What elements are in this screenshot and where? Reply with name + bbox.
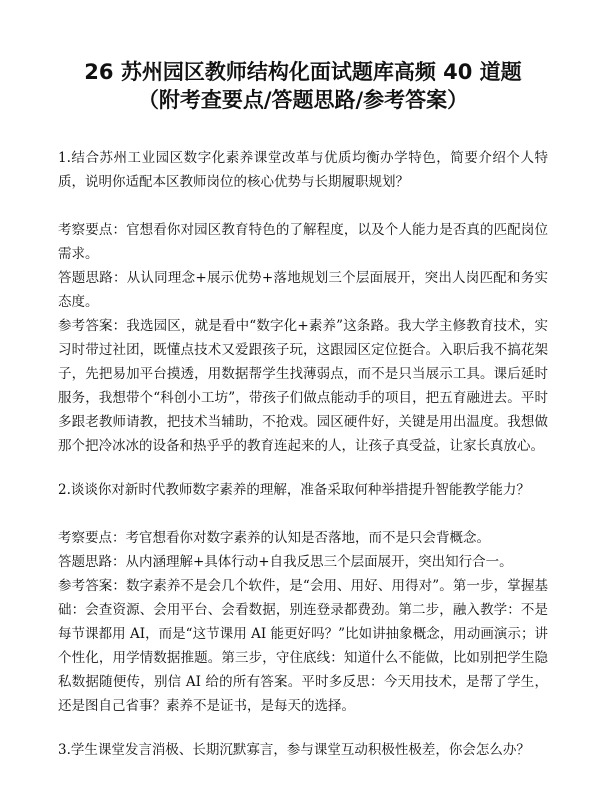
assessment-points: 考察要点：官想看你对园区教育特色的了解程度，以及个人能力是否真的匹配岗位需求。	[58, 222, 548, 262]
reference-answer: 参考答案：数字素养不是会几个软件，是“会用、用好、用得对”。第一步，掌握基础：会查资源、会用平台、会看数据，别连登录都费劲。第二步，融入教学：不是每节课都用 AI，而是“这节课用 AI 能更好吗？”比如讲抽象概念，用动画演示；讲个性化，用学情数据推题。第三步，守住底线：知道什么不能做，比如别把学生隐私数据随便传，别信 AI 给的所有答案。平时多反思：今天用技术，是帮了学生，还是图自己省事？素养不是证书，是每天的选择。	[58, 578, 548, 714]
question-text: 2.谈谈你对新时代教师数字素养的理解，准备采取何种举措提升智能教学能力？	[58, 482, 530, 498]
answer-approach: 答题思路：从内涵理解+具体行动+自我反思三个层面展开，突出知行合一。	[58, 554, 513, 570]
answer-approach: 答题思路：从认同理念+展示优势+落地规划三个层面展开，突出人岗匹配和务实态度。	[58, 270, 548, 310]
document-subtitle: （附考查要点/答题思路/参考答案）	[137, 88, 469, 112]
assessment-points: 考察要点：考官想看你对数字素养的认知是否落地，而不是只会背概念。	[58, 530, 490, 546]
question-block-3	[58, 738, 548, 762]
reference-answer: 参考答案：我选园区，就是看中“数字化+素养”这条路。我大学主修教育技术，实习时带过社团，既懂点技术又爱跟孩子玩，这跟园区定位挺合。入职后我不搞花架子，先把易加平台摸透，用数据帮学生找薄弱点，而不是只当展示工具。课后延时服务，我想带个“科创小工坊”，带孩子们做点能动手的项目，把五育融进去。平时多跟老教师请教，把技术当辅助，不抢戏。园区硬件好，关键是用出温度。我想做那个把冷冰冰的设备和热乎乎的教育连起来的人，让孩子真受益，让家长真放心。	[58, 318, 548, 454]
question-block-2	[58, 478, 548, 718]
question-block-1	[58, 146, 548, 458]
question-text: 3.学生课堂发言消极、长期沉默寡言，参与课堂互动积极性极差，你会怎么办？	[58, 742, 530, 758]
question-text: 1.结合苏州工业园区数字化素养课堂改革与优质均衡办学特色，简要介绍个人特质，说明你适配本区教师岗位的核心优势与长期履职规划？	[58, 150, 548, 190]
document-title: 26 苏州园区教师结构化面试题库高频 40 道题	[84, 60, 522, 84]
